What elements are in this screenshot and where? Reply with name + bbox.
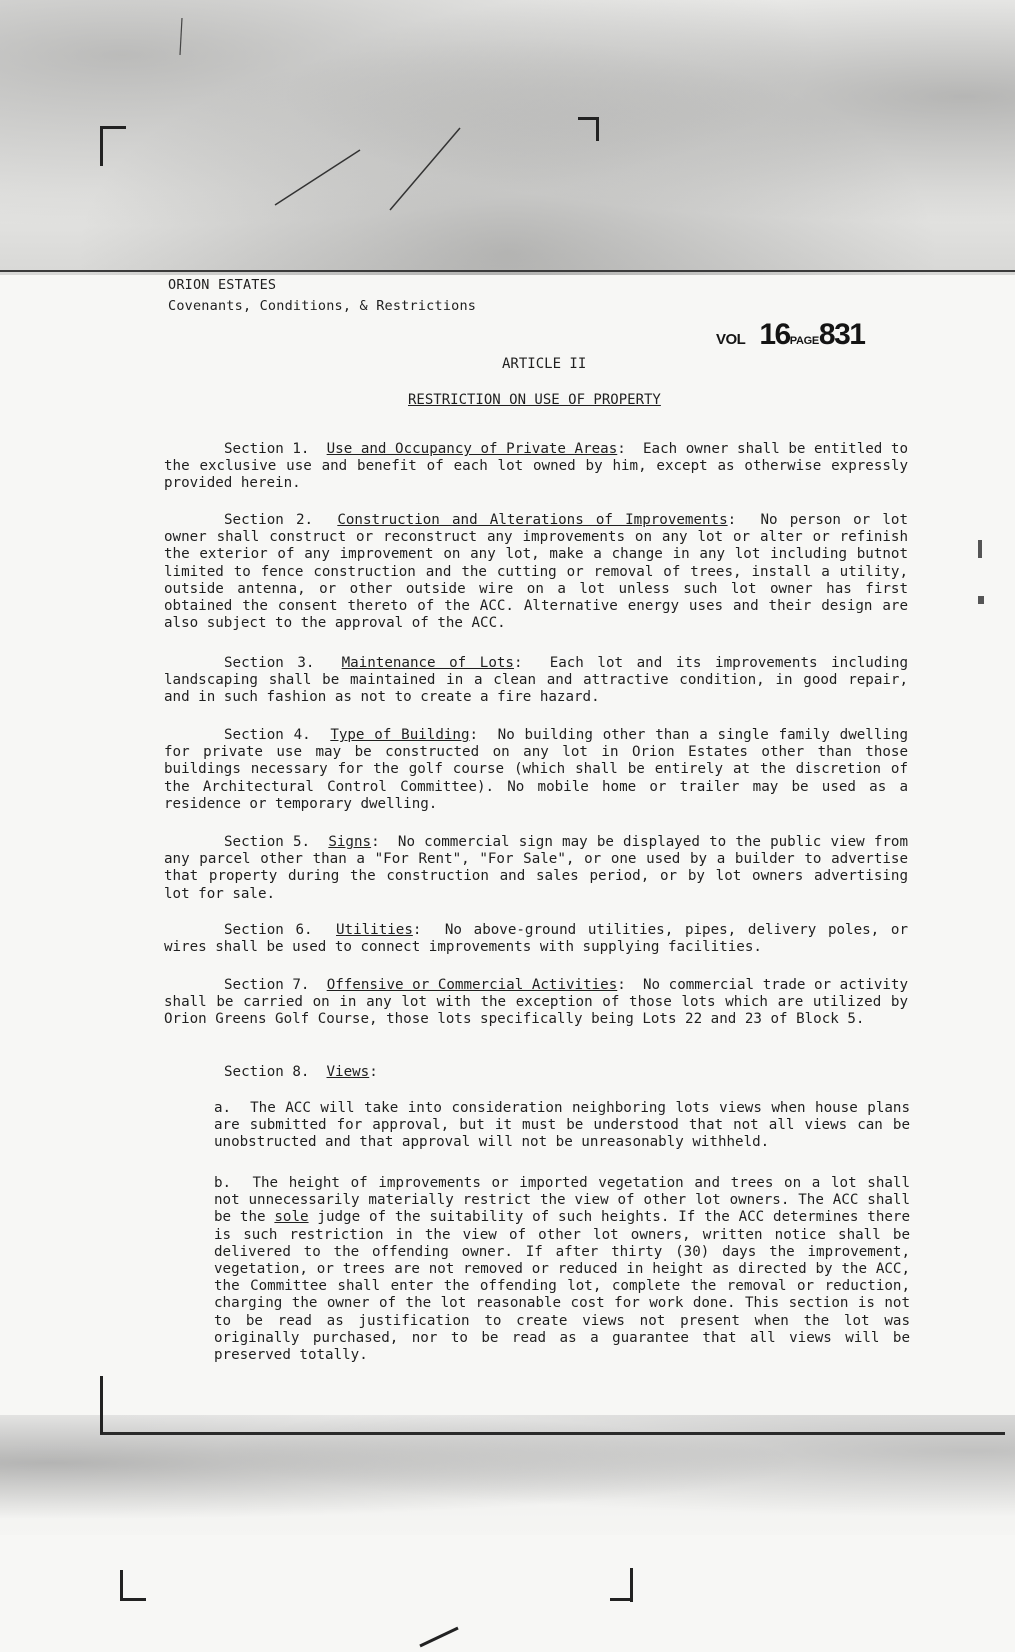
- article-subtitle: RESTRICTION ON USE OF PROPERTY: [408, 392, 661, 408]
- views-b-label: b.: [214, 1175, 232, 1191]
- views-a-label: a.: [214, 1100, 232, 1116]
- section-2-label: Section 2.: [224, 512, 314, 528]
- section-4-title: Type of Building: [330, 727, 470, 743]
- page-label: PAGE: [789, 335, 819, 347]
- views-a-text: The ACC will take into consideration neighboring lots views when house plans are submitted for approval, but it must be understood that not all views can be unobstructed and that approval will not be unreasonably withheld.: [214, 1100, 910, 1151]
- section-3: Section 3. Maintenance of Lots: Each lot and its improvements including landscaping shall be maintained in a clean and attractive condition, in good repair, and in such fashion as not to create a fire hazard.: [164, 655, 908, 706]
- section-5-text: No commercial sign may be displayed to the public view from any parcel other than a "For Rent", "For Sale", or one used by a builder to advertise that property during the construction and sales period, or by lot owners advertising lot for sale.: [164, 834, 908, 902]
- section-5-label: Section 5.: [224, 834, 311, 850]
- article-title: ARTICLE II: [502, 356, 587, 372]
- volume-page-stamp: [716, 318, 864, 352]
- views-paragraph-b: [214, 1175, 910, 1364]
- section-5-title: Signs: [328, 834, 372, 850]
- section-7-text: No commercial trade or activity shall be carried on in any lot with the exception of those lots which are utilized by Orion Greens Golf Course, those lots specifically being Lots 22 and 23 of Block 5.: [164, 977, 909, 1028]
- section-3-text: Each lot and its improvements including landscaping shall be maintained in a clean and attractive condition, in good repair, and in such fashion as not to create a fire hazard.: [164, 655, 908, 706]
- section-7: Section 7. Offensive or Commercial Activities: No commercial trade or activity shall be carried on in any lot with the exception of those lots which are utilized by Orion Greens Golf Course, those lots specifically being Lots 22 and 23 of Block 5.: [164, 977, 909, 1028]
- section-1-title: Use and Occupancy of Private Areas: [326, 441, 618, 457]
- section-1-text: Each owner shall be entitled to the exclusive use and benefit of each lot owned by him, except as otherwise expressly provided herein.: [164, 441, 909, 492]
- header-subtitle: Covenants, Conditions, & Restrictions: [168, 298, 477, 314]
- section-8: Section 8. Views:: [224, 1064, 378, 1080]
- section-5: Section 5. Signs: No commercial sign may be displayed to the public view from any parcel other than a "For Rent", "For Sale", or one used by a builder to advertise that property during the construction and sales period, or by lot owners advertising lot for sale.: [164, 834, 908, 902]
- section-1: Section 1. Use and Occupancy of Private Areas: Each owner shall be entitled to the exclusive use and benefit of each lot owned by him, except as otherwise expressly provided herein.: [164, 441, 909, 492]
- scan-mark-right-1: [978, 540, 982, 558]
- section-3-label: Section 3.: [224, 655, 315, 671]
- section-2-text: No person or lot owner shall construct or reconstruct any improvements on any lot or alter or refinish the exterior of any improvement on any lot, make a change in any lot including butnot limited to fence construction and the cutting or removal of trees, install a utility, outside antenna, or other outside wire on a lot unless such lot owner has first obtained the consent thereto of the ACC. Alternative energy uses and their design are also subject to the approval of the ACC.: [164, 512, 908, 632]
- left-margin-rule: [100, 1376, 103, 1434]
- section-6-title: Utilities: [336, 922, 413, 938]
- section-3-title: Maintenance of Lots: [341, 655, 514, 671]
- section-6-text: No above-ground utilities, pipes, delivery poles, or wires shall be used to connect improvements with supplying facilities.: [164, 922, 909, 956]
- section-2-title: Construction and Alterations of Improvements: [337, 512, 728, 528]
- views-b-text-1: The height of improvements or imported vegetation and trees on a lot shall not unnecessarily materially restrict the view of other lot owners. The ACC shall be the: [214, 1175, 911, 1226]
- vol-label: VOL: [716, 331, 746, 348]
- page-number: 831: [818, 318, 865, 351]
- section-6: Section 6. Utilities: No above-ground utilities, pipes, delivery poles, or wires shall be used to connect improvements with supplying facilities.: [164, 922, 909, 956]
- vol-number: 16: [759, 318, 790, 351]
- scan-mark-right-2: [978, 596, 984, 604]
- section-4: Section 4. Type of Building: No building other than a single family dwelling for private use may be constructed on any lot in Orion Estates other than those buildings necessary for the golf course (which shall be entirely at the discretion of the Architectural Control Committee). No mobile home or trailer may be used as a residence or temporary dwelling.: [164, 727, 908, 812]
- section-4-text: No building other than a single family dwelling for private use may be constructed on any lot in Orion Estates other than those buildings necessary for the golf course (which shall be entirely at the discretion of the Architectural Control Committee). No mobile home or trailer may be used as a residence or temporary dwelling.: [164, 727, 908, 812]
- section-1-label: Section 1.: [224, 441, 310, 457]
- scan-edge-line-bottom: [100, 1432, 1005, 1435]
- header-title: ORION ESTATES: [168, 277, 277, 293]
- views-paragraph-a: [214, 1100, 910, 1152]
- views-b-sole: sole: [274, 1209, 309, 1226]
- section-4-label: Section 4.: [224, 727, 311, 743]
- section-6-label: Section 6.: [224, 922, 313, 938]
- views-b-text-2: judge of the suitability of such heights. If the ACC determines there is such restriction in the view of other lot owners, written notice shall be delivered to the offending owner. If after thirty (30) days the improvement, vegetation, or trees are not removed or reduced in height as directed by the ACC, the Committee shall enter the offending lot, complete the removal or reduction, charging the owner of the lot reasonable cost for work done. This section is not to be read as justification to create views not present when the lot was originally purchased, nor to be read as a guarantee that all views will be preserved totally.: [214, 1209, 911, 1364]
- section-8-label: Section 8.: [224, 1064, 310, 1080]
- section-2: Section 2. Construction and Alterations of Improvements: No person or lot owner shall construct or reconstruct any improvements on any lot or alter or refinish the exterior of any improvement on any lot, make a change in any lot including butnot limited to fence construction and the cutting or removal of trees, install a utility, outside antenna, or other outside wire on a lot unless such lot owner has first obtained the consent thereto of the ACC. Alternative energy uses and their design are also subject to the approval of the ACC.: [164, 512, 908, 632]
- section-7-label: Section 7.: [224, 977, 310, 993]
- section-8-title: Views: [326, 1064, 370, 1080]
- section-7-title: Offensive or Commercial Activities: [326, 977, 618, 993]
